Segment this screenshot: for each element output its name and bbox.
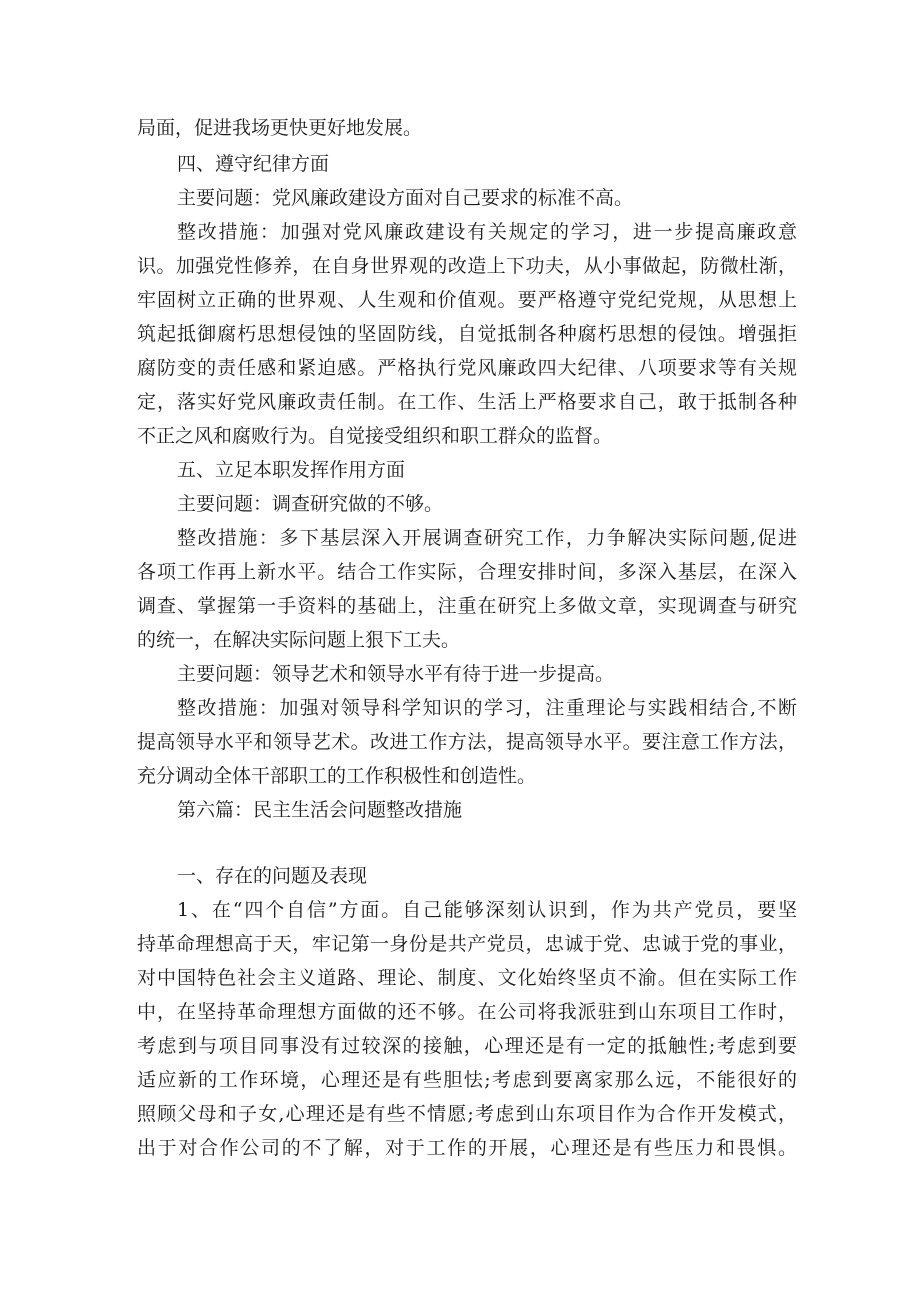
text-line: 1、在“四个自信”方面。自己能够深刻认识到，作为共产党员，要坚 [177, 899, 797, 921]
text-line: 牢固树立正确的世界观、人生观和价值观。要严格遵守党纪党规，从思想上 [137, 289, 797, 311]
text-line: 筑起抵御腐朽思想侵蚀的坚固防线，自觉抵制各种腐朽思想的侵蚀。增强拒 [137, 323, 797, 345]
text-line: 腐防变的责任感和紧迫感。严格执行党风廉政四大纪律、八项要求等有关规 [137, 357, 797, 379]
text-line: 提高领导水平和领导艺术。改进工作方法，提高领导水平。要注意工作方法， [137, 731, 797, 753]
text-line: 持革命理想高于天，牢记第一身份是共产党员，忠诚于党、忠诚于党的事业， [137, 933, 797, 955]
text-line: 不正之风和腐败行为。自觉接受组织和职工群众的监督。 [137, 425, 613, 447]
text-line: 的统一，在解决实际问题上狠下工夫。 [137, 629, 461, 651]
text-line: 出于对合作公司的不了解，对于工作的开展，心理还是有些压力和畏惧。 [137, 1137, 797, 1159]
text-line: 照顾父母和子女,心理还是有些不情愿;考虑到山东项目作为合作开发模式， [137, 1103, 797, 1125]
text-line: 定，落实好党风廉政责任制。在工作、生活上严格要求自己，敢于抵制各种 [137, 391, 797, 413]
text-line: 整改措施：加强对党风廉政建设有关规定的学习，进一步提高廉政意 [177, 221, 797, 243]
section-heading: 五、立足本职发挥作用方面 [177, 459, 406, 481]
text-line: 充分调动全体干部职工的工作积极性和创造性。 [137, 765, 537, 787]
chapter-title: 第六篇：民主生活会问题整改措施 [177, 799, 463, 821]
text-line: 中，在坚持革命理想方面做的还不够。在公司将我派驻到山东项目工作时， [137, 1001, 797, 1023]
text-line: 各项工作再上新水平。结合工作实际，合理安排时间，多深入基层，在深入 [137, 561, 797, 583]
text-line: 整改措施：多下基层深入开展调查研究工作，力争解决实际问题,促进 [177, 527, 797, 549]
text-line: 整改措施：加强对领导科学知识的学习，注重理论与实践相结合,不断 [177, 697, 797, 719]
section-heading: 四、遵守纪律方面 [177, 153, 330, 175]
text-line: 对中国特色社会主义道路、理论、制度、文化始终坚贞不渝。但在实际工作 [137, 967, 797, 989]
text-line: 适应新的工作环境，心理还是有些胆怯;考虑到要离家那么远，不能很好的 [137, 1069, 797, 1091]
text-line: 识。加强党性修养，在自身世界观的改造上下功夫，从小事做起，防微杜渐， [137, 255, 797, 277]
text-line: 主要问题：领导艺术和领导水平有待于进一步提高。 [177, 663, 615, 685]
section-heading: 一、存在的问题及表现 [177, 865, 368, 887]
text-line: 考虑到与项目同事没有过较深的接触，心理还是有一定的抵触性;考虑到要 [137, 1035, 797, 1057]
text-line: 主要问题：党风廉政建设方面对自己要求的标准不高。 [177, 187, 634, 209]
text-line: 调查、掌握第一手资料的基础上，注重在研究上多做文章，实现调查与研究 [137, 595, 797, 617]
text-line: 局面，促进我场更快更好地发展。 [137, 117, 423, 139]
text-line: 主要问题：调查研究做的不够。 [177, 493, 444, 515]
